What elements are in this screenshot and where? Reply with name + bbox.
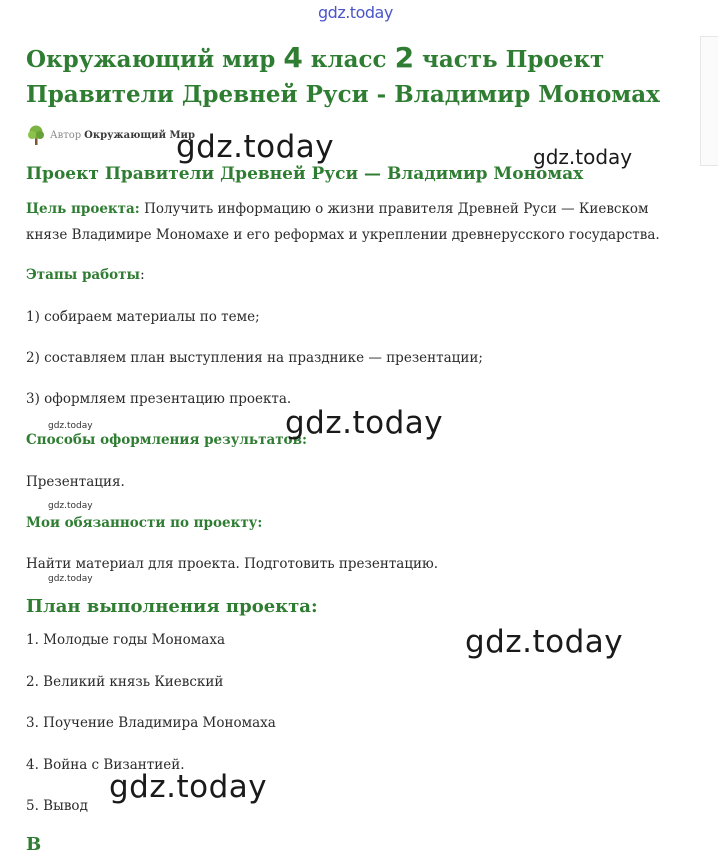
sidebar-ad-edge [700,36,718,166]
site-logo[interactable]: gdz.today [318,3,393,22]
plan-item: 5. Вывод [26,798,88,814]
watermark: gdz.today [285,405,444,441]
stage-item: 1) собираем материалы по теме; [26,309,260,325]
plan-heading: План выполнения проекта: [26,596,318,617]
author-label: Автор [50,129,82,141]
plan-item: 4. Война с Византией. [26,757,185,773]
stage-item: 2) составляем план выступления на празднике — презентации; [26,350,483,366]
duties-value: Найти материал для проекта. Подготовить презентацию. [26,556,439,572]
watermark: gdz.today [48,501,93,511]
plan-item: 2. Великий князь Киевский [26,674,224,690]
watermark: gdz.today [176,129,335,165]
watermark: gdz.today [48,574,93,584]
tree-icon [25,124,47,146]
plan-item: 3. Поучение Владимира Мономаха [26,715,276,731]
goal-line-2: князе Владимире Мономахе и его реформах и укреплении древнерусского государства. [26,227,660,243]
plan-item: 1. Молодые годы Мономаха [26,632,225,648]
watermark: gdz.today [109,769,268,805]
page-title: Окружающий мир 4 класс 2 часть Проект Правители Древней Руси - Владимир Мономах [26,41,660,108]
methods-value: Презентация. [26,474,125,490]
duties-label: Мои обязанности по проекту: [26,515,263,531]
author-row [25,124,195,146]
watermark: gdz.today [48,421,93,431]
goal-line-1: Цель проекта: Получить информацию о жизни правителя Древней Руси — Киевском [26,201,649,217]
article-heading: Проект Правители Древней Руси — Владимир Мономах [26,164,584,184]
watermark: gdz.today [533,145,633,169]
next-heading-cut: В [26,834,42,855]
methods-label: Способы оформления результатов: [26,432,307,448]
stages-label: Этапы работы: [26,267,145,283]
author-name[interactable]: Окружающий Мир [84,129,195,141]
watermark: gdz.today [465,624,624,660]
goal-label: Цель проекта: [26,201,140,217]
stage-item: 3) оформляем презентацию проекта. [26,391,292,407]
